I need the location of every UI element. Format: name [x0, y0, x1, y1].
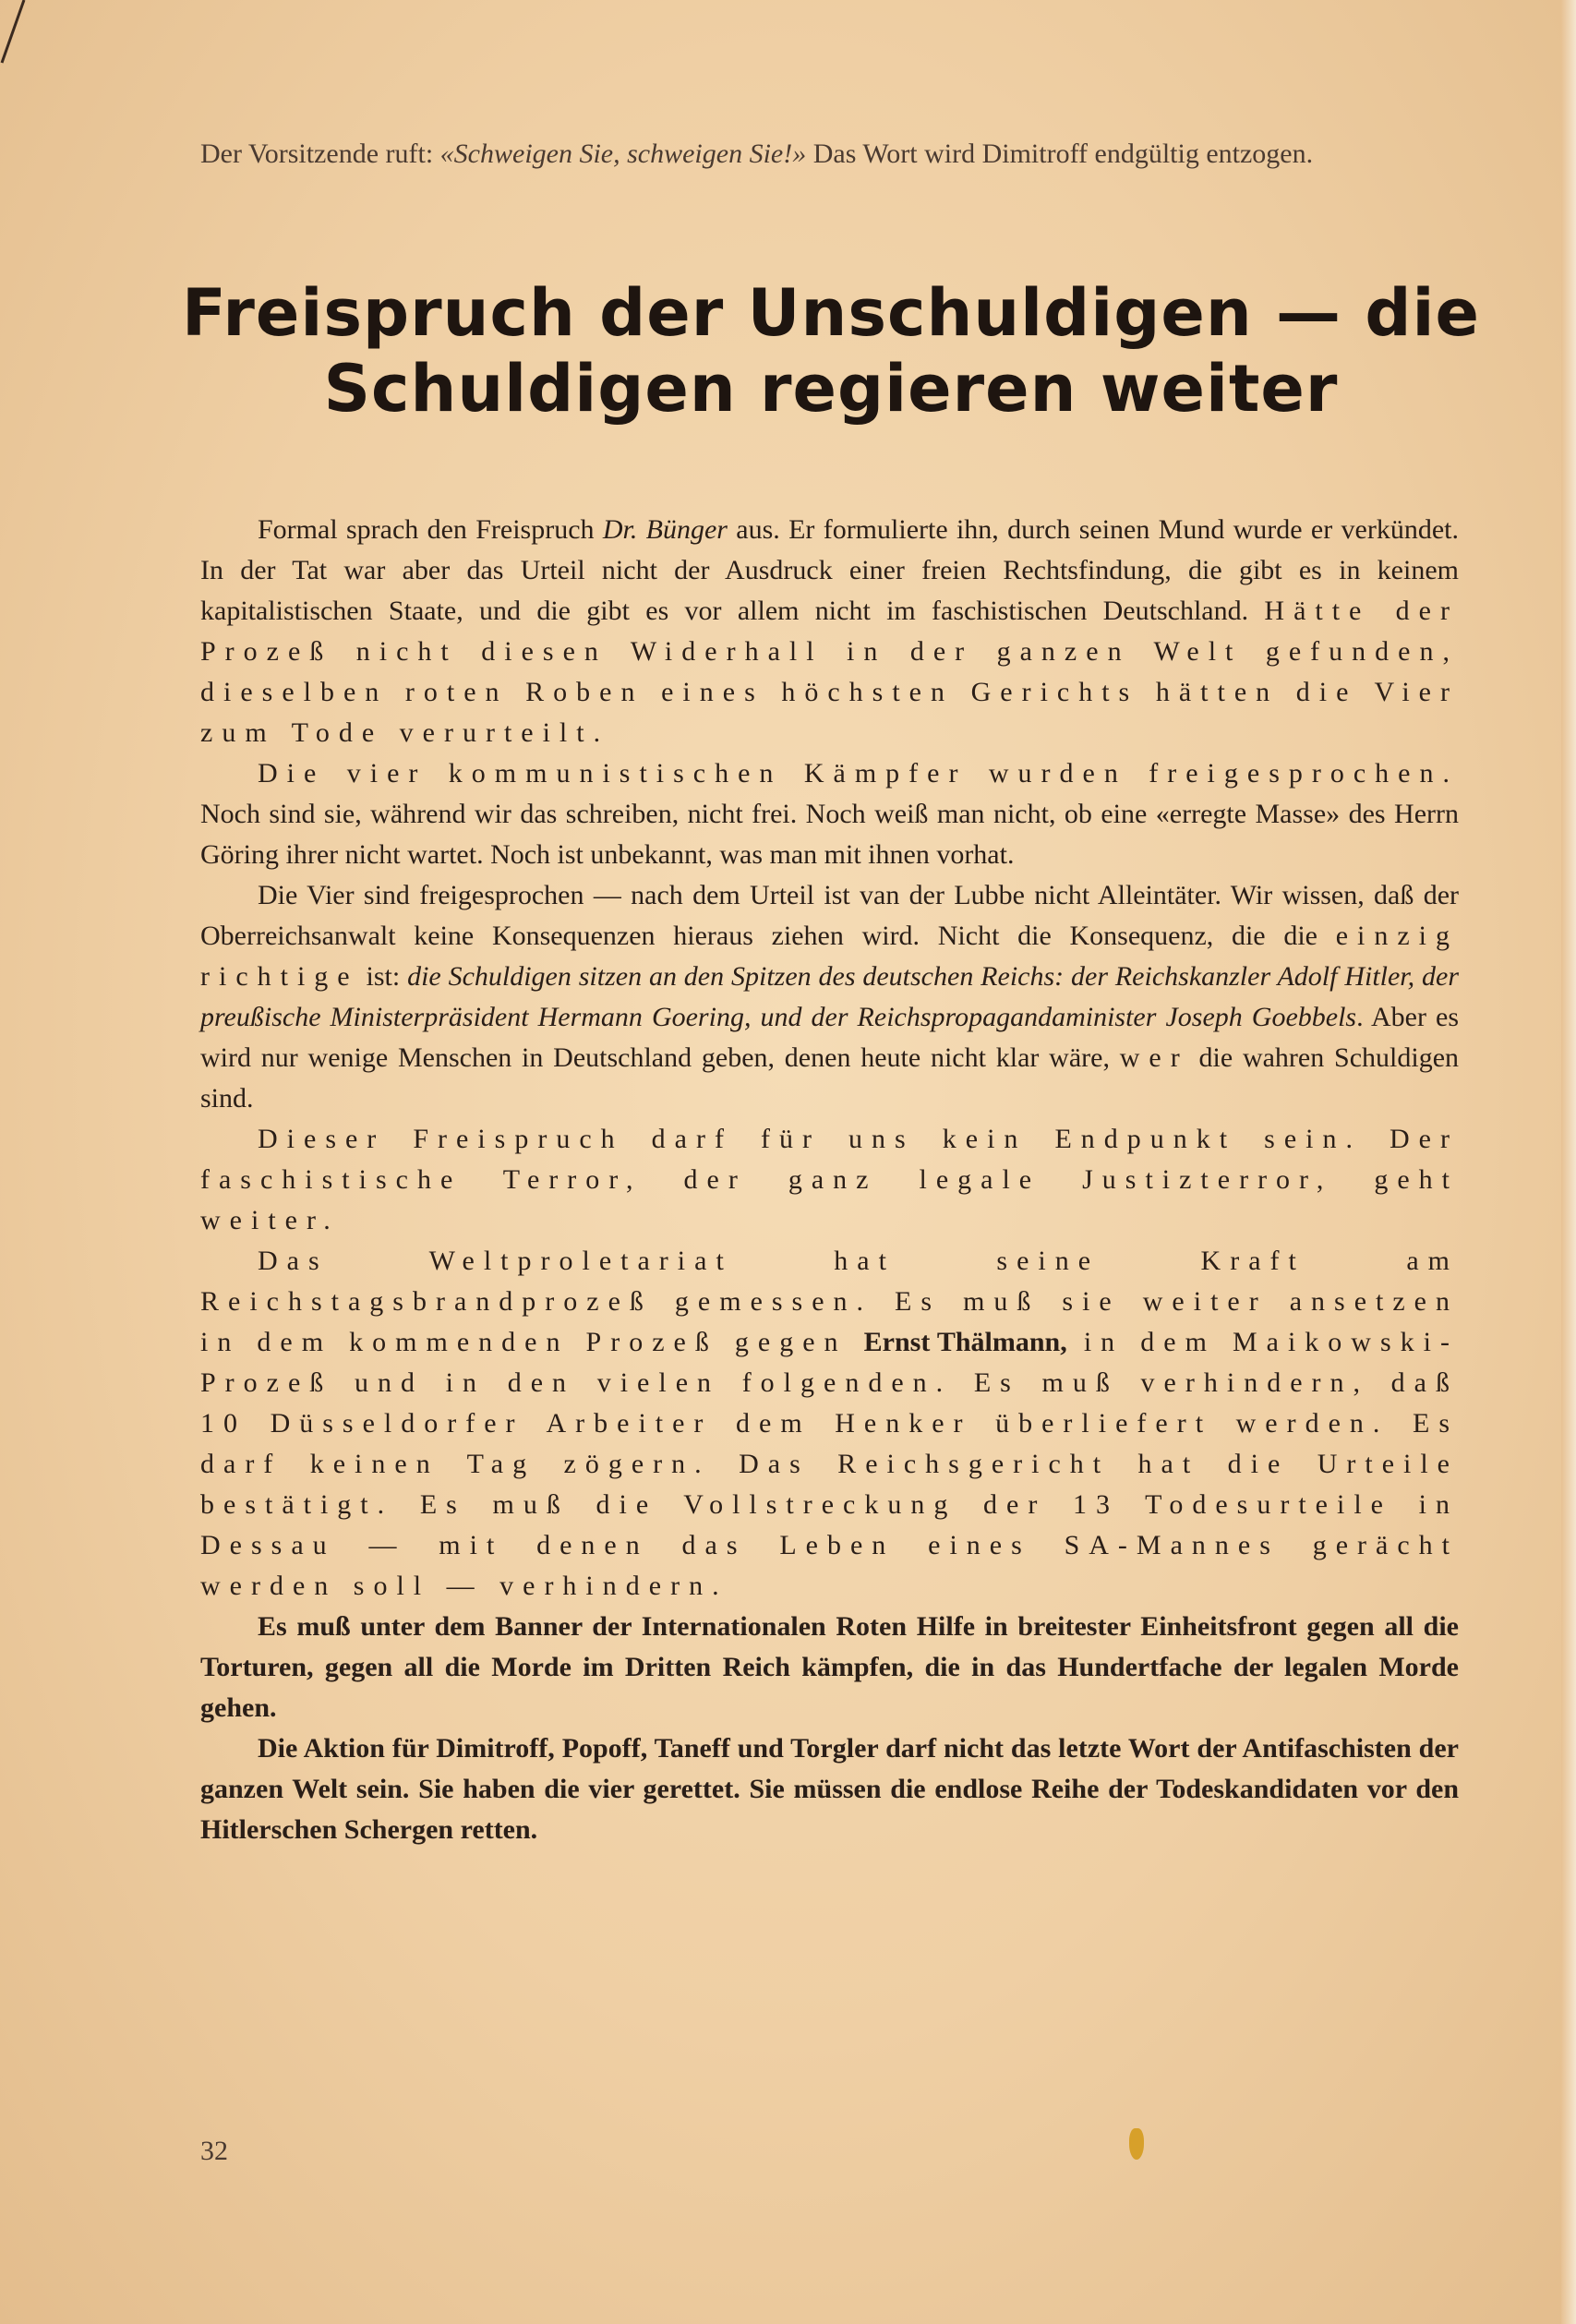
paragraph-3	[200, 875, 1459, 1119]
page-edge	[1561, 0, 1576, 2324]
intro-text-2: Das Wort wird Dimitroff endgültig entzogen.	[806, 138, 1314, 169]
p1-name: Dr. Bünger	[602, 514, 728, 545]
paragraph-6: Es muß unter dem Banner der Internationalen Roten Hilfe in breitester Einheitsfront gegen all die Torturen, gegen all die Morde im Dritten Reich kämpfen, die in das Hundertfache der legalen Morde gehen.	[200, 1611, 1459, 1723]
page-number: 32	[200, 2136, 228, 2166]
paragraph-2	[200, 753, 1459, 875]
paragraph-7: Die Aktion für Dimitroff, Popoff, Taneff und Torgler darf nicht das letzte Wort der Antifaschisten der ganzen Welt sein. Sie haben die vier gerettet. Sie müssen die endlose Reihe der Todeskandidaten vor den Hitlerschen Schergen retten.	[200, 1733, 1459, 1845]
p1-spaced-text: Hätte der Prozeß nicht diesen Widerhall in der ganzen Welt gefunden, dieselben roten Roben eines höchsten Gerichts hätten die Vier zum Tode verurteilt.	[200, 596, 1459, 748]
article-body	[200, 510, 1459, 1850]
p2-text: Noch sind sie, während wir das schreiben, nicht frei. Noch weiß man nicht, ob eine «erregte Masse» des Herrn Göring ihrer nicht wartet. Noch ist unbekannt, was man mit ihnen vorhat.	[200, 799, 1459, 870]
p3-wer: wer	[1119, 1042, 1189, 1073]
paragraph-1	[200, 510, 1459, 753]
intro-quote: «Schweigen Sie, schweigen Sie!»	[439, 138, 807, 169]
p5-bold-name: Ernst Thälmann,	[863, 1327, 1067, 1357]
p3-text-b: ist:	[358, 961, 408, 992]
ink-smudge	[1129, 2128, 1144, 2160]
p3-text-d: die wahren Schuldigen sind.	[200, 1042, 1460, 1114]
paragraph-5	[200, 1241, 1459, 1607]
p1-text-b: aus. Er formulierte ihn, durch seinen Mund wurde er verkündet. In der Tat war aber das Urteil nicht der Ausdruck einer freien Rechtsfindung, die gibt es in keinem kapitalistischen Staate, und die gibt es vor allem nicht im faschistischen Deutschland.	[200, 514, 1459, 626]
intro-paragraph	[200, 134, 1459, 175]
p2-spaced-text: Die vier kommunistischen Kämpfer wurden freigesprochen.	[258, 758, 1459, 789]
intro-text-1: Der Vorsitzende ruft:	[200, 138, 440, 169]
p3-spaced-text: einzig richtige	[200, 921, 1459, 992]
pencil-mark	[0, 0, 37, 65]
p1-text-a: Formal sprach den Freispruch	[258, 514, 603, 545]
section-title: Freispruch der Unschuldigen — die Schuldigen regieren weiter	[182, 275, 1480, 427]
paragraph-4: Dieser Freispruch darf für uns kein Endpunkt sein. Der faschistische Terror, der ganz legale Justizterror, geht weiter.	[200, 1124, 1459, 1235]
p3-italic-text: die Schuldigen sitzen an den Spitzen des deutschen Reichs: der Reichskanzler Adolf Hitler, der preußische Ministerpräsident Hermann Goering, und der Reichspropagandaminister Joseph Goebbels	[200, 961, 1460, 1032]
p5-text-a: Das Weltproletariat hat seine Kraft am Reichstagsbrandprozeß gemessen. Es muß sie weiter ansetzen in dem kommenden Prozeß gegen	[200, 1246, 1459, 1357]
p3-text-c: . Aber es wird nur wenige Menschen in Deutschland geben, denen heute nicht klar wäre,	[200, 1002, 1459, 1073]
p3-text-a: Die Vier sind freigesprochen — nach dem Urteil ist van der Lubbe nicht Alleintäter. Wir wissen, daß der Oberreichsanwalt keine Konsequenzen hieraus ziehen wird. Nicht die Konsequenz, die die	[200, 880, 1459, 951]
p5-text-b: in dem Maikowski-Prozeß und in den vielen folgenden. Es muß verhindern, daß 10 Düsseldorfer Arbeiter dem Henker überliefert werden. Es darf keinen Tag zögern. Das Reichsgericht hat die Urteile bestätigt. Es muß die Vollstreckung der 13 Todesurteile in Dessau — mit denen das Leben eines SA-Mannes gerächt werden soll — verhindern.	[200, 1327, 1459, 1601]
